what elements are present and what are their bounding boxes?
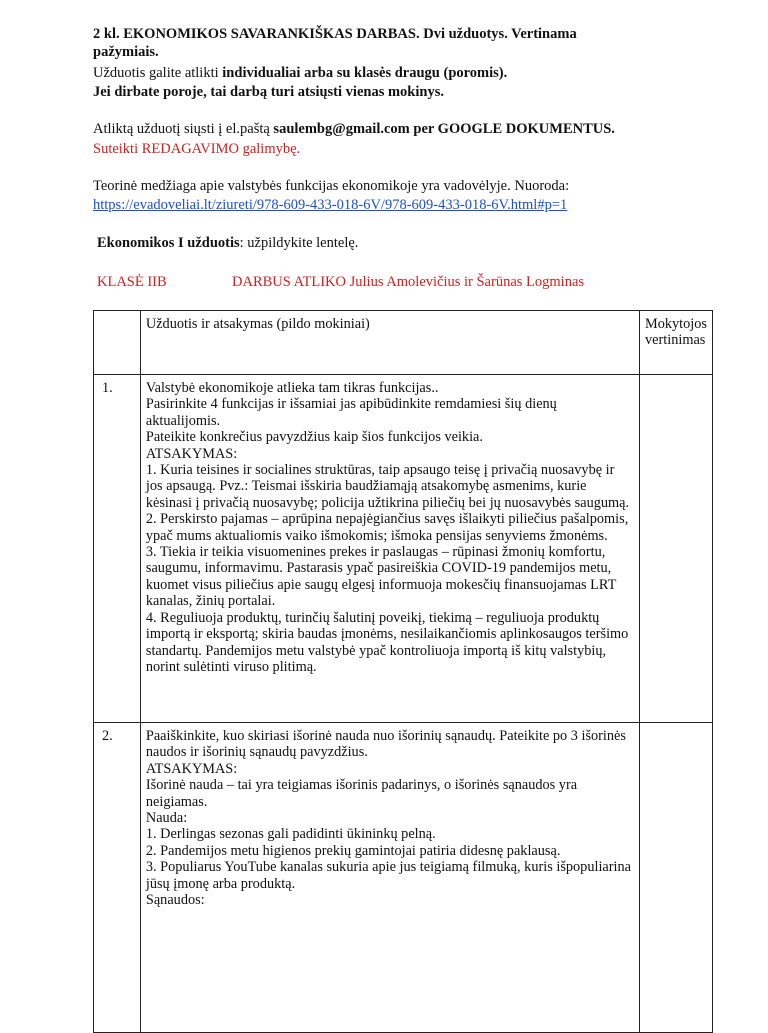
answer-item: Nauda: (145, 810, 188, 827)
answer-item: 3. Populiarus YouTube kanalas sukuria apie jus teigiamą filmuką, kuris išpopuliarina jūsų įmonę arba produktą. (145, 859, 631, 892)
answer-item: 4. Reguliuoja produktų, turinčių šalutinį poveikį, tiekimą – reguliuoja produktų importą ir eksportą; skiria baudas įmonėms, nesilaikančiomis aplinkosaugos teršimo standartų. Pandemijos metu valstybė ypač kontroliuoja importą iš kitų valstybių, norint sulėtinti viruso plitimą. (145, 609, 629, 675)
send-suffix: per GOOGLE DOKUMENTUS. (409, 121, 615, 137)
task-line: Valstybė ekonomikoje atlieka tam tikras funkcijas.. (145, 380, 439, 396)
table-row (94, 375, 713, 723)
grade-cell (640, 723, 713, 1033)
author-label: DARBUS ATLIKO Julius Amolevičius ir Šarūnas Logminas (232, 274, 585, 290)
row-number: 1. (94, 375, 141, 723)
instructions-line (93, 65, 507, 82)
header-num-cell (94, 311, 141, 375)
task-line: Pateikite konkrečius pavyzdžius kaip šios funkcijos veikia. (145, 429, 483, 446)
task-line: Pasirinkite 4 funkcijas ir išsamiai jas apibūdinkite remdamiesi šių dienų aktualijomis. (145, 396, 557, 429)
task-table (93, 310, 713, 1033)
task-heading-bold: Ekonomikos I užduotis (97, 235, 240, 251)
header-task-cell: Užduotis ir atsakymas (pildo mokiniai) (140, 311, 639, 375)
task-heading (97, 235, 358, 252)
send-instruction (93, 121, 615, 138)
answer-item: 1. Derlingas sezonas gali padidinti ūkininkų pelną. (145, 826, 436, 843)
answer-item: 2. Perskirsto pajamas – aprūpina nepajėgiančius savęs išlaikyti piliečius pašalpomis, ypač mums aktualiomis vaiko išmokomis; išmoka pensijas senyviems žmonėms. (145, 511, 629, 544)
email-address[interactable]: saulembg@gmail.com (273, 121, 410, 137)
table-row (94, 723, 713, 1033)
doc-title-line2: pažymiais. (93, 44, 159, 60)
answer-item: 3. Tiekia ir teikia visuomenines prekes ir paslaugas – rūpinasi žmonių komfortu, saugumu, informavimu. Pastarasis ypač pasireiškia COVID-19 pandemijos metu, kuomet visus piliečius apie saugų elgesį informuoja mokesčių finansuojamas LRT kanalas, žinių portalai. (145, 544, 617, 610)
header-grade-cell: Mokytojos vertinimas (640, 311, 713, 375)
instructions-prefix: Užduotis galite atlikti (93, 65, 223, 81)
grade-cell (640, 375, 713, 723)
doc-title-line1: 2 kl. EKONOMIKOS SAVARANKIŠKAS DARBAS. Dvi užduotys. Vertinama (93, 26, 577, 42)
instructions-bold: individualiai arba su klasės draugu (poromis). (222, 65, 508, 81)
row-number: 2. (94, 723, 141, 1033)
task-heading-rest: : užpildykite lentelę. (239, 235, 359, 251)
task-line: Paaiškinkite, kuo skiriasi išorinė nauda nuo išorinių sąnaudų. Pateikite po 3 išorinės naudos ir išorinių sąnaudų pavyzdžius. (145, 728, 626, 761)
answer-label: ATSAKYMAS: (145, 445, 238, 462)
answer-item: 1. Kuria teisines ir socialines struktūras, taip apsaugo teisę į privačią nuosavybę ir jos apsaugą. Pvz.: Teismai išskiria baudžiamąją atsakomybę asmenims, kurie kėsinasi į privačią nuosavybę; policija užtikrina piliečių bei jų nuosavybės saugumą. (145, 462, 630, 511)
answer-item: Išorinė nauda – tai yra teigiamas išorinis padarinys, o išorinės sąnaudos yra neigiamas. (145, 777, 578, 810)
pair-instruction: Jei dirbate poroje, tai darbą turi atsiųsti vienas mokinys. (93, 84, 444, 100)
task-answer-cell (140, 375, 639, 723)
answer-item: Sąnaudos: (145, 892, 205, 909)
answer-item: 2. Pandemijos metu higienos prekių gamintojai patiria didesnę paklausą. (145, 842, 561, 859)
class-label: KLASĖ IIB (97, 274, 167, 290)
send-prefix: Atliktą užduotį siųsti į el.paštą (93, 121, 274, 137)
table-header-row (94, 311, 713, 375)
theory-text: Teorinė medžiaga apie valstybės funkcijas ekonomikoje yra vadovėlyje. Nuoroda: (93, 178, 570, 194)
task-answer-cell (140, 723, 639, 1033)
edit-access-note: Suteikti REDAGAVIMO galimybę. (93, 141, 301, 157)
answer-label: ATSAKYMAS: (145, 760, 238, 777)
textbook-link[interactable]: https://evadoveliai.lt/ziureti/978-609-433-018-6V/978-609-433-018-6V.html#p=1 (93, 197, 568, 213)
